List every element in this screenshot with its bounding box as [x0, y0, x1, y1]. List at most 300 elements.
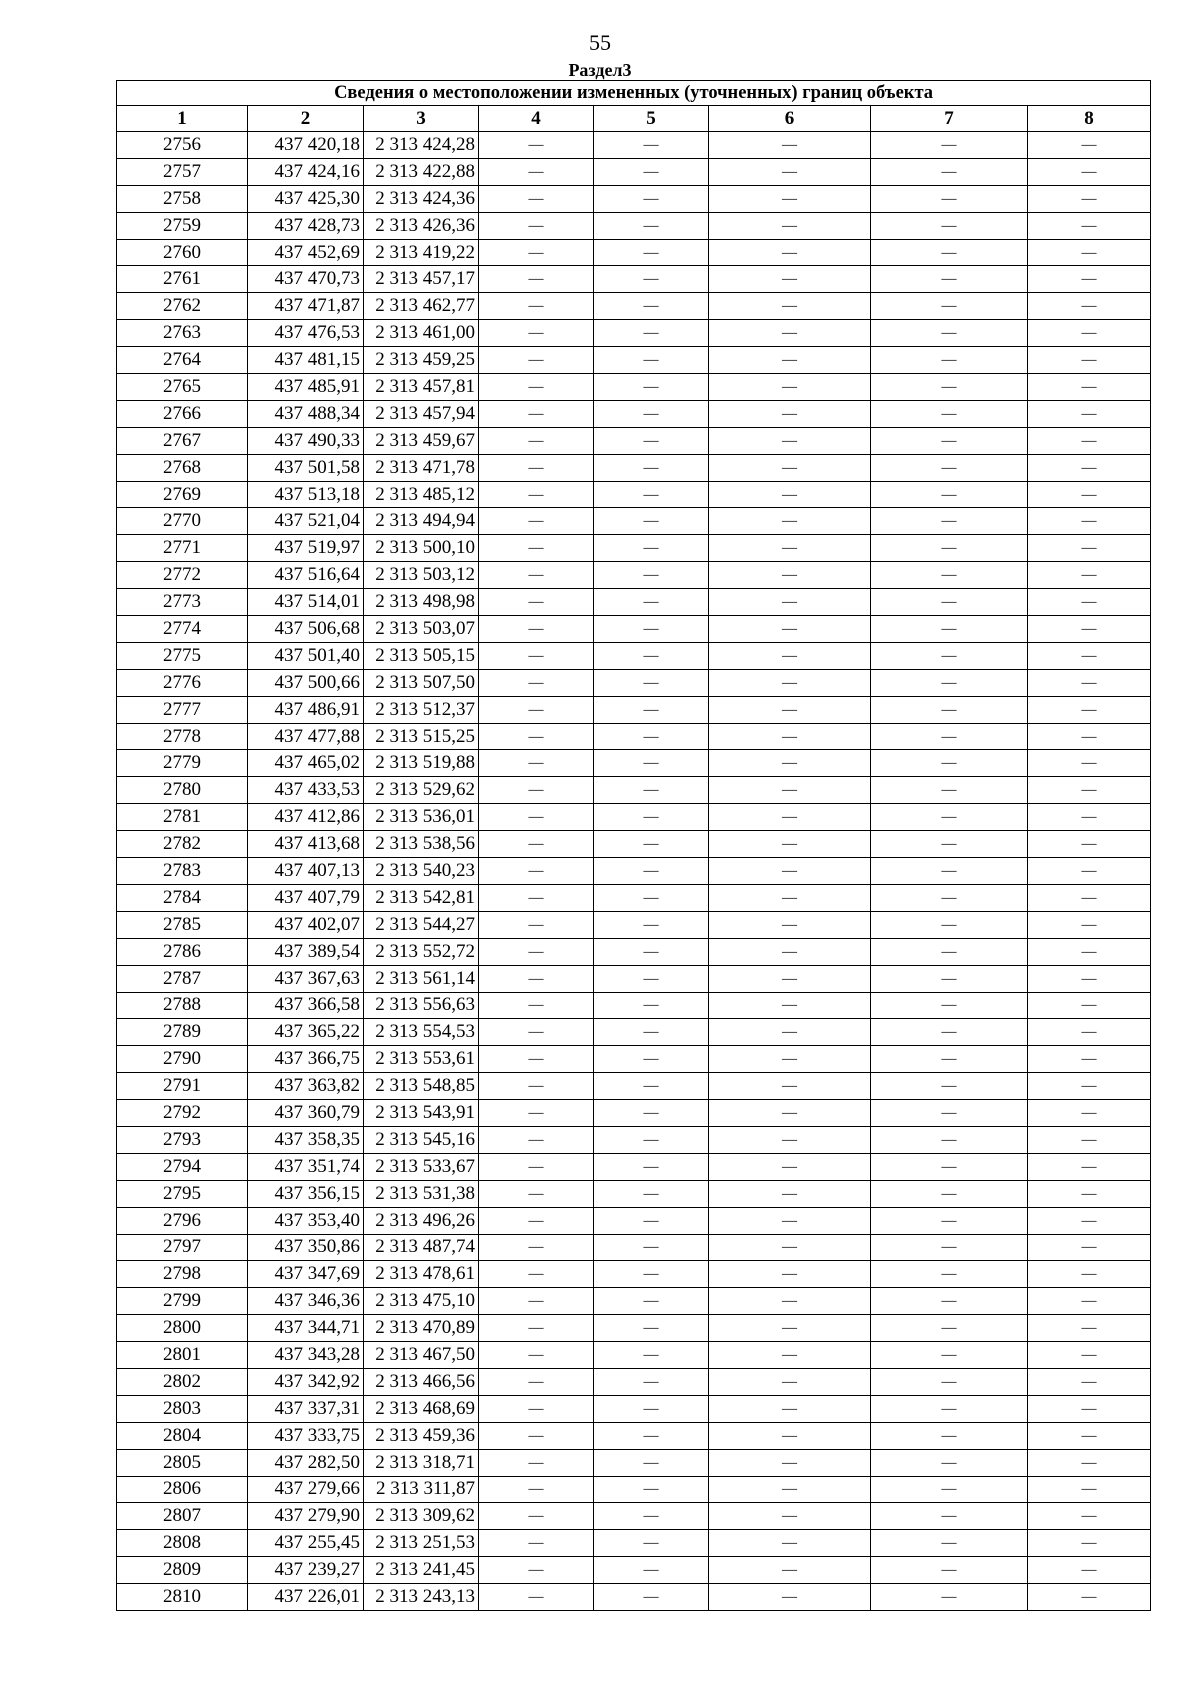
empty-value-cell: — — [594, 1395, 709, 1422]
x-coordinate-cell: 437 424,16 — [248, 158, 364, 185]
x-coordinate-cell: 437 470,73 — [248, 266, 364, 293]
empty-value-cell: — — [594, 723, 709, 750]
point-number-cell: 2759 — [117, 212, 248, 239]
empty-value-cell: — — [709, 1584, 871, 1611]
point-number-cell: 2787 — [117, 965, 248, 992]
empty-value-cell: — — [709, 347, 871, 374]
empty-value-cell: — — [1028, 1503, 1151, 1530]
point-number-cell: 2807 — [117, 1503, 248, 1530]
empty-value-cell: — — [1028, 1342, 1151, 1369]
empty-value-cell: — — [594, 1180, 709, 1207]
y-coordinate-cell: 2 313 552,72 — [364, 938, 479, 965]
x-coordinate-cell: 437 490,33 — [248, 427, 364, 454]
x-coordinate-cell: 437 412,86 — [248, 804, 364, 831]
table-row — [117, 400, 1151, 427]
table-row — [117, 212, 1151, 239]
empty-value-cell: — — [871, 1180, 1028, 1207]
table-row — [117, 158, 1151, 185]
y-coordinate-cell: 2 313 548,85 — [364, 1073, 479, 1100]
empty-value-cell: — — [709, 1153, 871, 1180]
empty-value-cell: — — [594, 750, 709, 777]
empty-value-cell: — — [1028, 239, 1151, 266]
table-row — [117, 1261, 1151, 1288]
empty-value-cell: — — [871, 1100, 1028, 1127]
point-number-cell: 2769 — [117, 481, 248, 508]
empty-value-cell: — — [594, 1234, 709, 1261]
section-label: Раздел3 — [568, 60, 632, 80]
y-coordinate-cell: 2 313 471,78 — [364, 454, 479, 481]
x-coordinate-cell: 437 337,31 — [248, 1395, 364, 1422]
column-number: 8 — [1028, 106, 1151, 132]
empty-value-cell: — — [1028, 1019, 1151, 1046]
empty-value-cell: — — [871, 212, 1028, 239]
empty-value-cell: — — [479, 1315, 594, 1342]
point-number-cell: 2785 — [117, 911, 248, 938]
point-number-cell: 2795 — [117, 1180, 248, 1207]
empty-value-cell: — — [709, 535, 871, 562]
point-number-cell: 2809 — [117, 1557, 248, 1584]
empty-value-cell: — — [479, 374, 594, 401]
point-number-cell: 2782 — [117, 831, 248, 858]
empty-value-cell: — — [479, 1368, 594, 1395]
empty-value-cell: — — [594, 239, 709, 266]
x-coordinate-cell: 437 488,34 — [248, 400, 364, 427]
empty-value-cell: — — [479, 239, 594, 266]
empty-value-cell: — — [594, 347, 709, 374]
empty-value-cell: — — [594, 1449, 709, 1476]
empty-value-cell: — — [709, 696, 871, 723]
empty-value-cell: — — [1028, 320, 1151, 347]
empty-value-cell: — — [871, 1073, 1028, 1100]
x-coordinate-cell: 437 344,71 — [248, 1315, 364, 1342]
empty-value-cell: — — [594, 132, 709, 159]
empty-value-cell: — — [871, 1557, 1028, 1584]
table-row — [117, 642, 1151, 669]
empty-value-cell: — — [709, 1530, 871, 1557]
y-coordinate-cell: 2 313 468,69 — [364, 1395, 479, 1422]
x-coordinate-cell: 437 347,69 — [248, 1261, 364, 1288]
empty-value-cell: — — [479, 293, 594, 320]
empty-value-cell: — — [871, 1234, 1028, 1261]
empty-value-cell: — — [1028, 1180, 1151, 1207]
empty-value-cell: — — [709, 1261, 871, 1288]
x-coordinate-cell: 437 485,91 — [248, 374, 364, 401]
y-coordinate-cell: 2 313 485,12 — [364, 481, 479, 508]
x-coordinate-cell: 437 279,66 — [248, 1476, 364, 1503]
empty-value-cell: — — [479, 723, 594, 750]
empty-value-cell: — — [594, 508, 709, 535]
point-number-cell: 2804 — [117, 1422, 248, 1449]
point-number-cell: 2770 — [117, 508, 248, 535]
empty-value-cell: — — [479, 1476, 594, 1503]
point-number-cell: 2768 — [117, 454, 248, 481]
point-number-cell: 2776 — [117, 669, 248, 696]
empty-value-cell: — — [709, 212, 871, 239]
empty-value-cell: — — [709, 1073, 871, 1100]
empty-value-cell: — — [871, 938, 1028, 965]
point-number-cell: 2805 — [117, 1449, 248, 1476]
x-coordinate-cell: 437 282,50 — [248, 1449, 364, 1476]
empty-value-cell: — — [594, 266, 709, 293]
table-row — [117, 562, 1151, 589]
table-row — [117, 266, 1151, 293]
point-number-cell: 2790 — [117, 1046, 248, 1073]
empty-value-cell: — — [1028, 508, 1151, 535]
y-coordinate-cell: 2 313 466,56 — [364, 1368, 479, 1395]
y-coordinate-cell: 2 313 519,88 — [364, 750, 479, 777]
empty-value-cell: — — [709, 562, 871, 589]
point-number-cell: 2775 — [117, 642, 248, 669]
empty-value-cell: — — [479, 938, 594, 965]
empty-value-cell: — — [479, 1449, 594, 1476]
table-row — [117, 804, 1151, 831]
x-coordinate-cell: 437 420,18 — [248, 132, 364, 159]
x-coordinate-cell: 437 521,04 — [248, 508, 364, 535]
y-coordinate-cell: 2 313 538,56 — [364, 831, 479, 858]
empty-value-cell: — — [594, 804, 709, 831]
empty-value-cell: — — [709, 1315, 871, 1342]
y-coordinate-cell: 2 313 533,67 — [364, 1153, 479, 1180]
empty-value-cell: — — [871, 696, 1028, 723]
table-row — [117, 320, 1151, 347]
empty-value-cell: — — [1028, 884, 1151, 911]
x-coordinate-cell: 437 516,64 — [248, 562, 364, 589]
table-row — [117, 696, 1151, 723]
x-coordinate-cell: 437 255,45 — [248, 1530, 364, 1557]
point-number-cell: 2794 — [117, 1153, 248, 1180]
table-row — [117, 1395, 1151, 1422]
empty-value-cell: — — [1028, 938, 1151, 965]
x-coordinate-cell: 437 358,35 — [248, 1126, 364, 1153]
empty-value-cell: — — [709, 804, 871, 831]
x-coordinate-cell: 437 389,54 — [248, 938, 364, 965]
table-row — [117, 884, 1151, 911]
table-row — [117, 427, 1151, 454]
point-number-cell: 2763 — [117, 320, 248, 347]
empty-value-cell: — — [594, 1261, 709, 1288]
empty-value-cell: — — [594, 535, 709, 562]
table-row — [117, 1207, 1151, 1234]
y-coordinate-cell: 2 313 318,71 — [364, 1449, 479, 1476]
x-coordinate-cell: 437 413,68 — [248, 831, 364, 858]
point-number-cell: 2792 — [117, 1100, 248, 1127]
point-number-cell: 2791 — [117, 1073, 248, 1100]
point-number-cell: 2800 — [117, 1315, 248, 1342]
y-coordinate-cell: 2 313 496,26 — [364, 1207, 479, 1234]
x-coordinate-cell: 437 360,79 — [248, 1100, 364, 1127]
y-coordinate-cell: 2 313 529,62 — [364, 777, 479, 804]
x-coordinate-cell: 437 471,87 — [248, 293, 364, 320]
empty-value-cell: — — [479, 535, 594, 562]
table-row — [117, 1234, 1151, 1261]
empty-value-cell: — — [594, 400, 709, 427]
empty-value-cell: — — [871, 723, 1028, 750]
column-number: 5 — [594, 106, 709, 132]
empty-value-cell: — — [1028, 454, 1151, 481]
empty-value-cell: — — [594, 1046, 709, 1073]
empty-value-cell: — — [594, 696, 709, 723]
empty-value-cell: — — [709, 1503, 871, 1530]
empty-value-cell: — — [479, 1395, 594, 1422]
empty-value-cell: — — [709, 1557, 871, 1584]
empty-value-cell: — — [871, 804, 1028, 831]
empty-value-cell: — — [479, 1557, 594, 1584]
table-row — [117, 1530, 1151, 1557]
empty-value-cell: — — [871, 831, 1028, 858]
empty-value-cell: — — [594, 992, 709, 1019]
y-coordinate-cell: 2 313 478,61 — [364, 1261, 479, 1288]
empty-value-cell: — — [1028, 185, 1151, 212]
point-number-cell: 2793 — [117, 1126, 248, 1153]
empty-value-cell: — — [871, 1422, 1028, 1449]
empty-value-cell: — — [1028, 723, 1151, 750]
point-number-cell: 2808 — [117, 1530, 248, 1557]
table-row — [117, 1100, 1151, 1127]
empty-value-cell: — — [1028, 427, 1151, 454]
empty-value-cell: — — [871, 158, 1028, 185]
x-coordinate-cell: 437 481,15 — [248, 347, 364, 374]
empty-value-cell: — — [709, 1046, 871, 1073]
empty-value-cell: — — [594, 454, 709, 481]
empty-value-cell: — — [709, 1342, 871, 1369]
x-coordinate-cell: 437 363,82 — [248, 1073, 364, 1100]
empty-value-cell: — — [709, 750, 871, 777]
x-coordinate-cell: 437 407,13 — [248, 858, 364, 885]
empty-value-cell: — — [1028, 992, 1151, 1019]
empty-value-cell: — — [871, 1153, 1028, 1180]
empty-value-cell: — — [594, 858, 709, 885]
y-coordinate-cell: 2 313 515,25 — [364, 723, 479, 750]
empty-value-cell: — — [709, 1395, 871, 1422]
empty-value-cell: — — [479, 454, 594, 481]
point-number-cell: 2772 — [117, 562, 248, 589]
empty-value-cell: — — [479, 481, 594, 508]
x-coordinate-cell: 437 279,90 — [248, 1503, 364, 1530]
point-number-cell: 2789 — [117, 1019, 248, 1046]
point-number-cell: 2764 — [117, 347, 248, 374]
point-number-cell: 2767 — [117, 427, 248, 454]
point-number-cell: 2781 — [117, 804, 248, 831]
y-coordinate-cell: 2 313 426,36 — [364, 212, 479, 239]
table-row — [117, 132, 1151, 159]
y-coordinate-cell: 2 313 503,07 — [364, 616, 479, 643]
empty-value-cell: — — [479, 669, 594, 696]
empty-value-cell: — — [871, 992, 1028, 1019]
x-coordinate-cell: 437 350,86 — [248, 1234, 364, 1261]
empty-value-cell: — — [479, 158, 594, 185]
empty-value-cell: — — [871, 1476, 1028, 1503]
empty-value-cell: — — [479, 858, 594, 885]
y-coordinate-cell: 2 313 536,01 — [364, 804, 479, 831]
table-row — [117, 1584, 1151, 1611]
empty-value-cell: — — [709, 427, 871, 454]
y-coordinate-cell: 2 313 251,53 — [364, 1530, 479, 1557]
table-row — [117, 750, 1151, 777]
empty-value-cell: — — [871, 347, 1028, 374]
empty-value-cell: — — [709, 884, 871, 911]
table-body — [117, 132, 1151, 1611]
y-coordinate-cell: 2 313 311,87 — [364, 1476, 479, 1503]
empty-value-cell: — — [594, 1476, 709, 1503]
y-coordinate-cell: 2 313 540,23 — [364, 858, 479, 885]
y-coordinate-cell: 2 313 545,16 — [364, 1126, 479, 1153]
table-row — [117, 1315, 1151, 1342]
point-number-cell: 2797 — [117, 1234, 248, 1261]
empty-value-cell: — — [594, 320, 709, 347]
empty-value-cell: — — [479, 1234, 594, 1261]
empty-value-cell: — — [594, 1207, 709, 1234]
empty-value-cell: — — [871, 1126, 1028, 1153]
empty-value-cell: — — [479, 965, 594, 992]
y-coordinate-cell: 2 313 459,36 — [364, 1422, 479, 1449]
empty-value-cell: — — [479, 884, 594, 911]
table-row — [117, 481, 1151, 508]
empty-value-cell: — — [1028, 293, 1151, 320]
column-number: 6 — [709, 106, 871, 132]
empty-value-cell: — — [709, 911, 871, 938]
empty-value-cell: — — [871, 777, 1028, 804]
table-row — [117, 347, 1151, 374]
empty-value-cell: — — [709, 777, 871, 804]
y-coordinate-cell: 2 313 424,36 — [364, 185, 479, 212]
empty-value-cell: — — [1028, 1368, 1151, 1395]
empty-value-cell: — — [479, 750, 594, 777]
table-row — [117, 669, 1151, 696]
y-coordinate-cell: 2 313 531,38 — [364, 1180, 479, 1207]
y-coordinate-cell: 2 313 554,53 — [364, 1019, 479, 1046]
empty-value-cell: — — [479, 911, 594, 938]
empty-value-cell: — — [709, 1019, 871, 1046]
empty-value-cell: — — [871, 965, 1028, 992]
empty-value-cell: — — [594, 1503, 709, 1530]
empty-value-cell: — — [871, 1046, 1028, 1073]
empty-value-cell: — — [871, 400, 1028, 427]
empty-value-cell: — — [594, 1019, 709, 1046]
y-coordinate-cell: 2 313 459,67 — [364, 427, 479, 454]
empty-value-cell: — — [479, 562, 594, 589]
page-number: 55 — [589, 30, 611, 55]
empty-value-cell: — — [871, 1449, 1028, 1476]
x-coordinate-cell: 437 428,73 — [248, 212, 364, 239]
table-row — [117, 831, 1151, 858]
point-number-cell: 2810 — [117, 1584, 248, 1611]
column-number: 3 — [364, 106, 479, 132]
empty-value-cell: — — [709, 1422, 871, 1449]
empty-value-cell: — — [479, 642, 594, 669]
empty-value-cell: — — [709, 1476, 871, 1503]
empty-value-cell: — — [479, 616, 594, 643]
y-coordinate-cell: 2 313 507,50 — [364, 669, 479, 696]
empty-value-cell: — — [709, 938, 871, 965]
empty-value-cell: — — [871, 1530, 1028, 1557]
x-coordinate-cell: 437 500,66 — [248, 669, 364, 696]
empty-value-cell: — — [709, 965, 871, 992]
empty-value-cell: — — [1028, 212, 1151, 239]
empty-value-cell: — — [871, 616, 1028, 643]
empty-value-cell: — — [479, 1584, 594, 1611]
empty-value-cell: — — [709, 1234, 871, 1261]
x-coordinate-cell: 437 353,40 — [248, 1207, 364, 1234]
y-coordinate-cell: 2 313 457,94 — [364, 400, 479, 427]
empty-value-cell: — — [871, 1288, 1028, 1315]
y-coordinate-cell: 2 313 457,17 — [364, 266, 479, 293]
empty-value-cell: — — [871, 427, 1028, 454]
point-number-cell: 2766 — [117, 400, 248, 427]
empty-value-cell: — — [479, 1153, 594, 1180]
x-coordinate-cell: 437 367,63 — [248, 965, 364, 992]
empty-value-cell: — — [709, 374, 871, 401]
table-row — [117, 1557, 1151, 1584]
empty-value-cell: — — [594, 293, 709, 320]
empty-value-cell: — — [1028, 1315, 1151, 1342]
y-coordinate-cell: 2 313 462,77 — [364, 293, 479, 320]
column-number: 1 — [117, 106, 248, 132]
y-coordinate-cell: 2 313 475,10 — [364, 1288, 479, 1315]
empty-value-cell: — — [479, 185, 594, 212]
empty-value-cell: — — [479, 1019, 594, 1046]
empty-value-cell: — — [479, 1073, 594, 1100]
empty-value-cell: — — [871, 239, 1028, 266]
empty-value-cell: — — [871, 481, 1028, 508]
empty-value-cell: — — [1028, 1557, 1151, 1584]
empty-value-cell: — — [871, 669, 1028, 696]
empty-value-cell: — — [594, 158, 709, 185]
table-row — [117, 1180, 1151, 1207]
y-coordinate-cell: 2 313 544,27 — [364, 911, 479, 938]
empty-value-cell: — — [709, 723, 871, 750]
empty-value-cell: — — [479, 992, 594, 1019]
empty-value-cell: — — [594, 1126, 709, 1153]
empty-value-cell: — — [594, 212, 709, 239]
empty-value-cell: — — [1028, 1261, 1151, 1288]
point-number-cell: 2788 — [117, 992, 248, 1019]
empty-value-cell: — — [871, 320, 1028, 347]
y-coordinate-cell: 2 313 542,81 — [364, 884, 479, 911]
x-coordinate-cell: 437 342,92 — [248, 1368, 364, 1395]
empty-value-cell: — — [709, 1180, 871, 1207]
empty-value-cell: — — [871, 1395, 1028, 1422]
y-coordinate-cell: 2 313 556,63 — [364, 992, 479, 1019]
empty-value-cell: — — [1028, 589, 1151, 616]
x-coordinate-cell: 437 407,79 — [248, 884, 364, 911]
y-coordinate-cell: 2 313 487,74 — [364, 1234, 479, 1261]
point-number-cell: 2803 — [117, 1395, 248, 1422]
x-coordinate-cell: 437 519,97 — [248, 535, 364, 562]
empty-value-cell: — — [1028, 911, 1151, 938]
y-coordinate-cell: 2 313 503,12 — [364, 562, 479, 589]
empty-value-cell: — — [479, 347, 594, 374]
empty-value-cell: — — [479, 132, 594, 159]
x-coordinate-cell: 437 486,91 — [248, 696, 364, 723]
empty-value-cell: — — [871, 374, 1028, 401]
empty-value-cell: — — [1028, 1100, 1151, 1127]
empty-value-cell: — — [709, 158, 871, 185]
empty-value-cell: — — [594, 185, 709, 212]
empty-value-cell: — — [871, 858, 1028, 885]
empty-value-cell: — — [479, 1046, 594, 1073]
empty-value-cell: — — [1028, 374, 1151, 401]
empty-value-cell: — — [871, 589, 1028, 616]
empty-value-cell: — — [479, 1422, 594, 1449]
x-coordinate-cell: 437 366,75 — [248, 1046, 364, 1073]
empty-value-cell: — — [1028, 481, 1151, 508]
empty-value-cell: — — [479, 777, 594, 804]
x-coordinate-cell: 437 452,69 — [248, 239, 364, 266]
y-coordinate-cell: 2 313 419,22 — [364, 239, 479, 266]
table-row — [117, 1503, 1151, 1530]
empty-value-cell: — — [479, 831, 594, 858]
empty-value-cell: — — [479, 1342, 594, 1369]
